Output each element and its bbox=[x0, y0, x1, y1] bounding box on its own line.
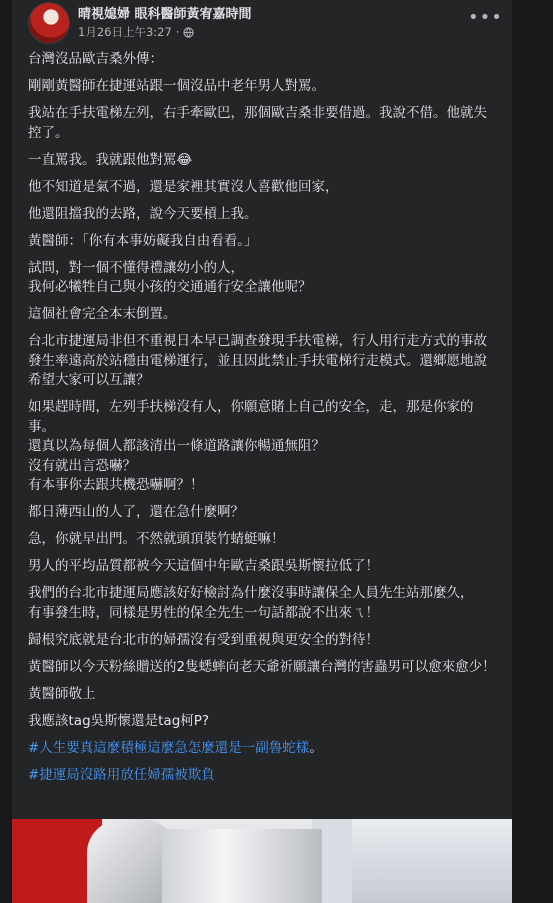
post-paragraph: 這個社會完全本末倒置。 bbox=[28, 306, 177, 322]
post-body bbox=[28, 50, 496, 793]
post-paragraph: 歸根究底就是台北市的婦孺沒有受到重視與更安全的對待！ bbox=[28, 631, 379, 648]
post-paragraph: 一直罵我。我就跟他對罵😂 bbox=[28, 151, 193, 168]
post-paragraph: 如果趕時間，左列手扶梯沒有人，你願意賭上自己的安全，走，那是你家的事。 還真以為每個人都該清出一條道路讓你暢通無阻？ 沒有就出言恐嚇？ 有本事你去跟共機恐嚇啊？！ bbox=[28, 399, 474, 493]
photo-detail bbox=[352, 819, 512, 903]
post-paragraph: 他不知道是氣不過，還是家裡其實沒人喜歡他回家， bbox=[28, 178, 339, 195]
more-horizontal-icon: ••• bbox=[468, 7, 503, 28]
post-paragraph: 試問，對一個不懂得禮讓幼小的人， 我何必犧牲自己與小孩的交通通行安全讓他呢？ bbox=[28, 259, 312, 295]
post-timestamp[interactable]: 1月26日上午3:27 bbox=[78, 25, 172, 39]
post-paragraph: 黃醫師：「你有本事妨礙我自由看看。」 bbox=[28, 232, 258, 249]
post-paragraph: 台北市捷運局非但不重視日本早已調查發現手扶電梯，行人用行走方式的事故發生率遠高於站穩由電梯運行，並且因此禁止手扶電梯行走模式。還鄉愿地說希望大家可以互讓？ bbox=[28, 333, 487, 388]
author-name[interactable]: 晴視媳婦 眼科醫師黃宥嘉時間 bbox=[78, 7, 252, 22]
post-header bbox=[12, 0, 512, 46]
hashtag-suffix: 。 bbox=[309, 739, 323, 756]
hashtag-line bbox=[28, 739, 496, 759]
post-paragraph: 都日薄西山的人了，還在急什麼啊？ bbox=[28, 504, 244, 520]
post-paragraph: 我們的台北市捷運局應該好好檢討為什麼沒事時讓保全人員先生站那麼久， 有事發生時，同樣是男性的保全先生一句話都說不出來ㄟ！ bbox=[28, 585, 474, 621]
post-paragraph: 黃醫師敬上 bbox=[28, 685, 96, 702]
post-paragraph: 黃醫師以今天粉絲贈送的2隻蟋蟀向老天爺祈願讓台灣的害蟲男可以愈來愈少！ bbox=[28, 658, 496, 675]
post-paragraph: 男人的平均品質都被今天這個中年歐吉桑跟吳斯懷拉低了！ bbox=[28, 558, 379, 574]
hashtag-link[interactable]: #捷運局沒路用放任婦孺被欺負 bbox=[28, 766, 215, 783]
post-paragraph: 他還阻擋我的去路，說今天要槓上我。 bbox=[28, 205, 258, 222]
hashtag-line bbox=[28, 766, 496, 786]
hashtag-link[interactable]: #人生要真這麼積極這麼急怎麼還是一副魯蛇樣 bbox=[28, 739, 310, 756]
post-card bbox=[12, 0, 512, 903]
post-photo[interactable] bbox=[12, 819, 512, 903]
more-options-button[interactable] bbox=[468, 4, 503, 36]
post-paragraph: 急，你就早出門。不然就頭頂裝竹蜻蜓嘛！ bbox=[28, 531, 285, 547]
post-paragraph: 台灣沒品歐吉桑外傳： bbox=[28, 51, 163, 67]
post-paragraph: 我應該tag吳斯懷還是tag柯P? bbox=[28, 712, 210, 729]
post-paragraph: 剛剛黃醫師在捷運站跟一個沒品中老年男人對罵。 bbox=[28, 78, 325, 94]
post-paragraph: 我站在手扶電梯左列，右手牽歐巴，那個歐吉桑非要借過。我說不借。他就失控了。 bbox=[28, 105, 487, 141]
author-avatar[interactable] bbox=[28, 2, 70, 44]
photo-detail bbox=[162, 829, 322, 903]
post-meta bbox=[78, 24, 194, 40]
globe-icon[interactable] bbox=[183, 27, 194, 38]
meta-separator: · bbox=[175, 25, 180, 39]
